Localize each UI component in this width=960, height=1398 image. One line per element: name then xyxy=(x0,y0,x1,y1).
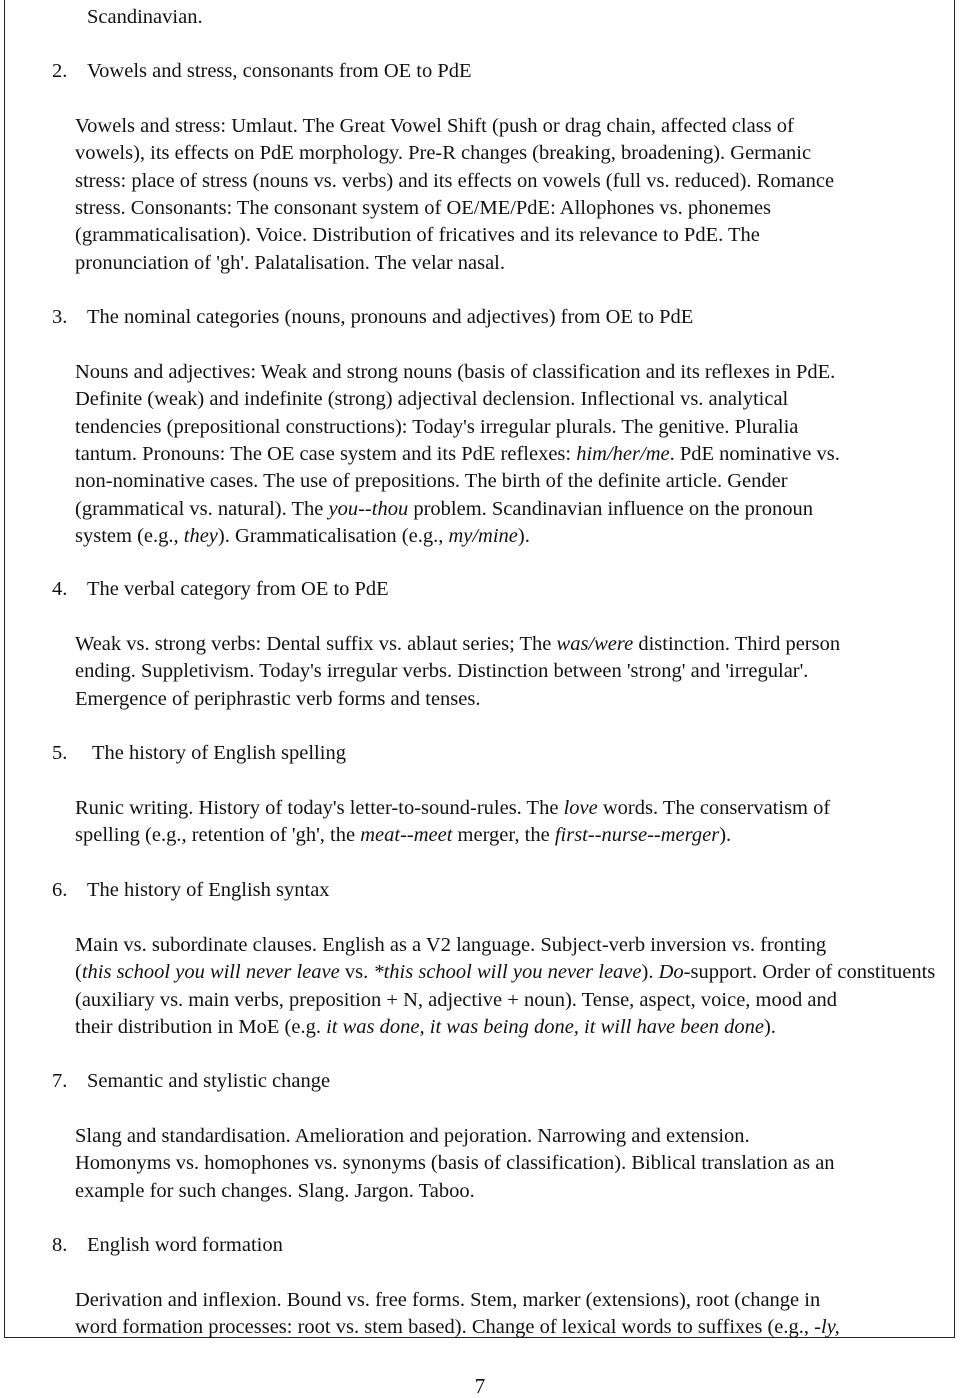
body-line xyxy=(75,195,771,222)
body-line xyxy=(75,987,837,1014)
italic-term: meat--meet xyxy=(360,824,453,847)
text-run: Homonyms vs. homophones vs. synonyms (basis of classification). Biblical translation as an xyxy=(75,1152,835,1175)
section-heading: The history of English syntax xyxy=(87,879,330,901)
body-line xyxy=(75,1123,750,1150)
text-run: pronunciation of 'gh'. Palatalisation. The velar nasal. xyxy=(75,251,505,274)
text-run: their distribution in MoE (e.g. xyxy=(75,1015,327,1038)
section-number: 6. xyxy=(52,879,68,901)
text-run: ). Grammaticalisation (e.g., xyxy=(217,524,449,547)
text-run: spelling (e.g., retention of 'gh', the xyxy=(75,824,361,847)
text-run: non-nominative cases. The use of prepositions. The birth of the definite article. Gender xyxy=(75,470,788,493)
body-line xyxy=(75,359,835,386)
text-run: ). xyxy=(719,824,732,847)
section-heading: English word formation xyxy=(87,1234,283,1256)
text-run: tantum. Pronouns: The OE case system and its PdE reflexes: xyxy=(75,442,577,465)
section-number: 5. xyxy=(52,742,68,764)
text-run: merger, the xyxy=(452,824,555,847)
italic-term: -ly, xyxy=(814,1316,840,1339)
section-heading: Semantic and stylistic change xyxy=(87,1070,331,1092)
italic-term: you--thou xyxy=(328,497,409,520)
section-heading: The nominal categories (nouns, pronouns and adjectives) from OE to PdE xyxy=(87,306,694,328)
body-line xyxy=(75,414,798,441)
italic-term: they xyxy=(183,524,218,547)
text-run: vs. xyxy=(339,961,374,984)
body-line xyxy=(75,523,530,550)
italic-term: was/were xyxy=(556,633,634,655)
text-run: Slang and standardisation. Amelioration and pejoration. Narrowing and extension. xyxy=(75,1125,750,1147)
text-run: example for such changes. Slang. Jargon. Taboo. xyxy=(75,1179,475,1202)
section-heading: The verbal category from OE to PdE xyxy=(87,578,389,600)
section-number: 3. xyxy=(52,306,68,328)
body-line xyxy=(75,441,840,468)
body-line xyxy=(75,932,826,959)
text-run: stress: place of stress (nouns vs. verbs) and its effects on vowels (full vs. reduced). Romance xyxy=(75,169,835,192)
text-run: Derivation and inflexion. Bound vs. free forms. Stem, marker (extensions), root (change in xyxy=(75,1289,821,1311)
text-run: distinction. Third person xyxy=(633,633,841,655)
text-run: Main vs. subordinate clauses. English as a V2 language. Subject-verb inversion vs. fronting xyxy=(75,934,827,956)
text-run: Definite (weak) and indefinite (strong) adjectival declension. Inflectional vs. analytical xyxy=(75,388,789,411)
italic-term: him/her/me xyxy=(576,442,670,465)
italic-term: this school you will never leave xyxy=(81,961,340,984)
text-run: word formation processes: root vs. stem based). Change of lexical words to suffixes (e.g., xyxy=(75,1316,815,1339)
body-line xyxy=(75,250,505,277)
text-run: (grammatical vs. natural). The xyxy=(75,497,329,520)
italic-term: *this school will you never leave xyxy=(373,961,642,984)
body-line xyxy=(75,386,788,413)
text-run: ). xyxy=(641,961,659,984)
section-number: 8. xyxy=(52,1234,68,1256)
body-line xyxy=(75,140,811,167)
body-line xyxy=(75,959,935,986)
text-run: vowels), its effects on PdE morphology. Pre-R changes (breaking, broadening). Germanic xyxy=(75,142,812,165)
body-line xyxy=(75,1314,840,1341)
section-number: 7. xyxy=(52,1070,68,1092)
body-line xyxy=(75,631,840,658)
body-line xyxy=(75,1287,820,1314)
body-line xyxy=(75,822,731,849)
section-heading: The history of English spelling xyxy=(92,742,346,764)
body-line xyxy=(75,658,808,685)
body-line xyxy=(75,686,481,713)
italic-term: first--nurse--merger xyxy=(554,824,720,847)
text-run: stress. Consonants: The consonant system of OE/ME/PdE: Allophones vs. phonemes xyxy=(75,196,772,219)
section-number: 4. xyxy=(52,578,68,600)
body-line xyxy=(75,1178,475,1205)
section-number: 2. xyxy=(52,60,68,82)
body-line xyxy=(75,795,830,822)
body-line xyxy=(75,496,813,523)
italic-term: it was done, it was being done, it will have been done xyxy=(326,1015,764,1038)
text-run: tendencies (prepositional constructions): Today's irregular plurals. The genitive. Pluralia xyxy=(75,415,799,438)
text-run: Vowels and stress: Umlaut. The Great Vowel Shift (push or drag chain, affected class of xyxy=(75,115,794,137)
italic-term: love xyxy=(563,797,598,819)
text-run: . PdE nominative vs. xyxy=(669,442,840,465)
text-run: ( xyxy=(75,961,82,984)
text-run: Emergence of periphrastic verb forms and tenses. xyxy=(75,687,481,710)
text-run: ending. Suppletivism. Today's irregular verbs. Distinction between 'strong' and 'irregular'. xyxy=(75,660,809,683)
text-run: system (e.g., xyxy=(75,524,184,547)
italic-term: my/mine xyxy=(448,524,518,547)
text-run: problem. Scandinavian influence on the pronoun xyxy=(408,497,813,520)
text-run: ). xyxy=(517,524,530,547)
body-line xyxy=(75,1150,835,1177)
body-line xyxy=(75,1014,776,1041)
text-run: (grammaticalisation). Voice. Distribution of fricatives and its relevance to PdE. The xyxy=(75,224,760,247)
page-number: 7 xyxy=(474,1374,486,1398)
text-run: words. The conservatism of xyxy=(597,797,831,819)
text-run: (auxiliary vs. main verbs, preposition + N, adjective + noun). Tense, aspect, voice, mood and xyxy=(75,988,837,1011)
text-run: -support. Order of constituents xyxy=(683,961,936,984)
body-line xyxy=(75,222,760,249)
body-line xyxy=(75,113,794,140)
text-run: Weak vs. strong verbs: Dental suffix vs. ablaut series; The xyxy=(75,633,557,655)
section-heading: Vowels and stress, consonants from OE to PdE xyxy=(87,60,472,82)
text-run: Runic writing. History of today's letter-to-sound-rules. The xyxy=(75,797,564,819)
body-line xyxy=(75,168,834,195)
text-run: ). xyxy=(763,1015,776,1038)
body-line xyxy=(75,468,788,495)
text-run: Nouns and adjectives: Weak and strong nouns (basis of classification and its reflexes in PdE. xyxy=(75,361,836,383)
italic-term: Do xyxy=(658,961,684,984)
intro-line: Scandinavian. xyxy=(87,6,203,28)
